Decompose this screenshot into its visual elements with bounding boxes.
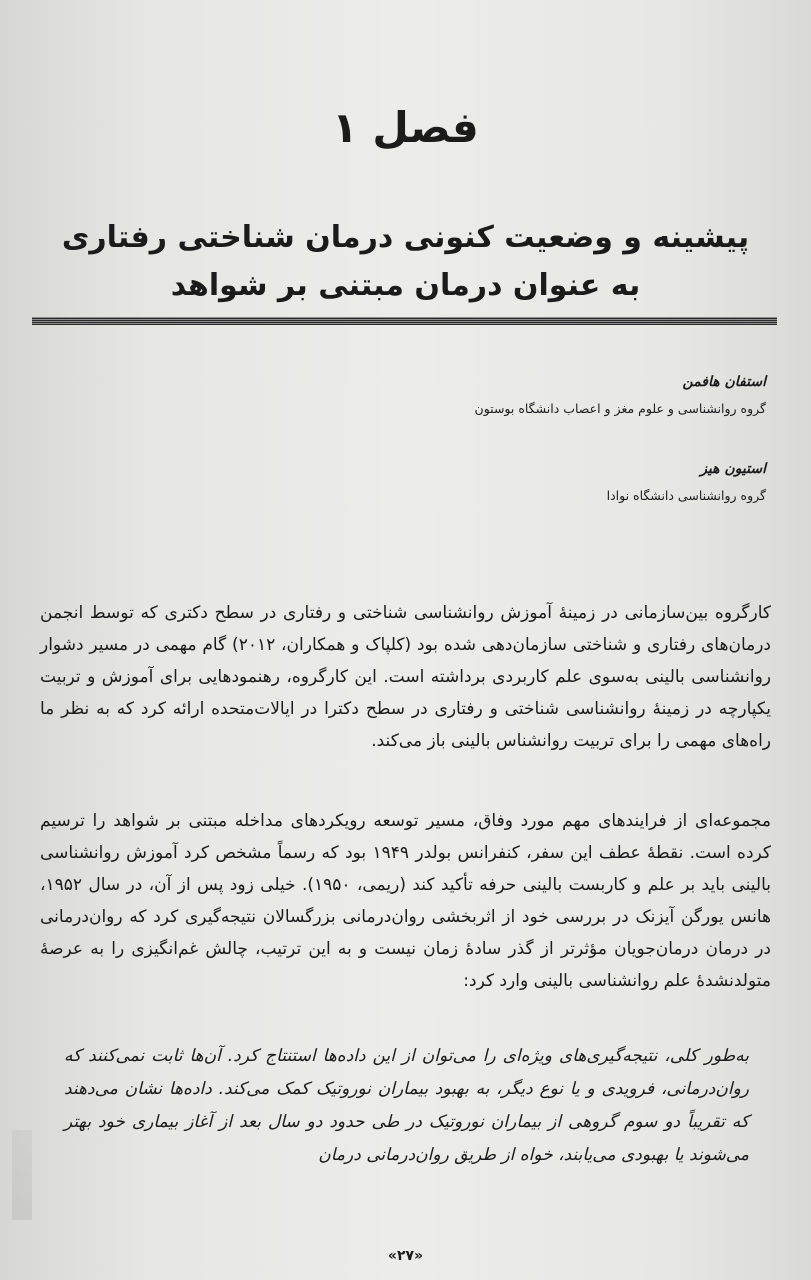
chapter-title-line-2: به عنوان درمان مبتنی بر شواهد: [170, 268, 641, 303]
body-paragraph: مجموعه‌ای از فرایندهای مهم مورد وفاق، مسیر توسعه رویکردهای مداخله مبتنی بر شواهد را ترسیم کرده است. نقطهٔ عطف این سفر، کنفرانس بولدر ۱۹۴۹ بود که رسماً مشخص کرد آموزش روانشناسی بالینی باید بر علم و کاربست بالینی حرفه تأکید کند (ریمی، ۱۹۵۰). خیلی زود پس از آن، در سال ۱۹۵۲، هانس یورگن آیزنک در بررسی خود از اثربخشی روان‌درمانی بزرگسالان نتیجه‌گیری کرد که روان‌درمانی در درمان درمان‌جویان مؤثرتر از گذر سادهٔ زمان نیست و به این ترتیب، چالش غم‌انگیزی را به عرصهٔ متولدنشدهٔ علم روانشناسی بالینی وارد کرد:: [40, 811, 772, 991]
author-affiliation: گروه روانشناسی و علوم مغز و اعصاب دانشگاه بوستون: [474, 401, 766, 416]
chapter-label: فصل ۱: [332, 103, 479, 152]
chapter-title-line-1: پیشینه و وضعیت کنونی درمان شناختی رفتاری: [61, 220, 750, 255]
author-name: استفان هافمن: [682, 374, 766, 390]
title-divider: [32, 317, 777, 325]
block-quote: به‌طور کلی، نتیجه‌گیری‌های ویژه‌ای را می‌توان از این داده‌ها استنتاج کرد. آن‌ها ثابت نمی‌کنند که روان‌درمانی، فرویدی و یا نوع دیگر، به بهبود بیماران نوروتیک کمک می‌کند. داده‌ها نشان می‌دهند که تقریباً دو سوم گروهی از بیماران نوروتیک در طی حدود دو سال بعد از آغاز بیماری خود بهتر می‌شوند یا بهبودی می‌یابند، خواه از طریق روان‌درمانی درمان: [64, 1046, 749, 1165]
page-shadow: [12, 1130, 32, 1220]
page-number: «۲۷»: [387, 1248, 424, 1264]
author-name: استیون هیز: [700, 461, 766, 477]
author-affiliation: گروه روانشناسی دانشگاه نوادا: [606, 488, 766, 503]
body-paragraph: کارگروه بین‌سازمانی در زمینهٔ آموزش روانشناسی شناختی و رفتاری در سطح دکتری که توسط انجمن درمان‌های رفتاری و شناختی سازمان‌دهی شده بود (کلپاک و همکاران، ۲۰۱۲) گام مهمی در مسیر دشوار روانشناسی بالینی به‌سوی علم کاربردی برداشته است. این کارگروه، رهنمودهایی برای آموزش و تربیت یکپارچه در زمینهٔ روانشناسی شناختی و رفتاری در سطح دکترا در ایالات‌متحده ارائه کرد که به نظر ما راه‌های مهمی را برای تربیت روانشناس بالینی باز می‌کند.: [40, 603, 772, 751]
